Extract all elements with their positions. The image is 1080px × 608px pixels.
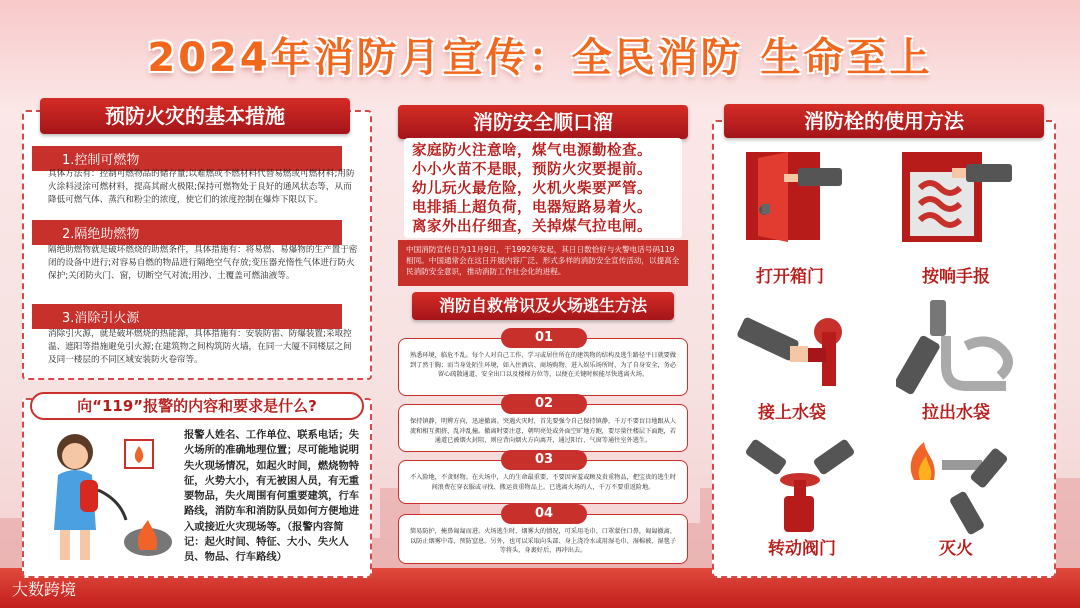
step-text: 保持镇静，明辨方向，迅速撤离。突遇火灾时，首先要强令自己保持镇静，千万不要盲目地跟从人流和相互拥挤、乱冲乱撞。撤离时要注意，朝明亮处或外面空旷地方跑，要尽量往楼层下面跑，若通道已被烟火封阻，则应背向烟火方向离开，通过阳台、气窗等通往室外逃生。	[409, 418, 677, 444]
answer-text: 报警人姓名、工作单位、联系电话；失火场所的准确地理位置；尽可能地说明失火现场情况，如起火时间，燃烧物特征，火势大小，有无被困人员，有无重要物品，失火周围有何重要建筑，行车路线，消防车和消防队员如何方便地进入或接近火灾现场等。（报警内容简记：起火时间、特征、大小、失火人员、物品、行车路线）	[184, 429, 360, 564]
girl-with-extinguisher-illustration	[30, 420, 180, 570]
section-1-text: 具体方法有：控制可燃物品的储存量;以难燃或不燃材料代替易燃或可燃材料;用防火涂料浸涂可燃材料，提高其耐火极限;保持可燃物处于良好的通风状态等，从而降低可燃气体、蒸汽和粉尘的浓度，使它们的浓度控制在爆炸下限以下。	[48, 169, 355, 205]
left-heading-text: 预防火灾的基本措施	[105, 104, 285, 128]
step-open-door-label: 打开箱门	[756, 267, 824, 287]
watermark-text: 大数跨境	[12, 580, 77, 599]
press-alarm-icon	[896, 148, 1016, 248]
watermark	[12, 577, 76, 600]
rhyme-line-5: 离家外出仔细查，关掉煤气拉电闸。	[412, 219, 652, 235]
question-heading	[30, 392, 364, 420]
step-extinguish-label: 灭火	[939, 539, 973, 559]
extinguish-fire-icon	[898, 440, 1028, 540]
right-heading-text: 消防栓的使用方法	[804, 109, 964, 133]
question-heading-text: 向“119”报警的内容和要求是什么?	[77, 397, 317, 415]
escape-step-4	[398, 506, 688, 564]
intro-box	[398, 240, 688, 286]
left-heading	[40, 98, 350, 134]
step-text: 不入险地，不贪财物。在火场中，人的生命最重要，不要因害羞或顾及贵重物品，把宝贵的逃生时间浪费在穿衣服或寻找、搬运贵重物品上。已逃离火场的人，千万不要重返险地。	[409, 474, 677, 491]
rhyme-line-1: 家庭防火注意啥，煤气电源勤检查。	[412, 143, 652, 159]
escape-step-1	[398, 330, 688, 396]
section-2-title-text: 2.隔绝助燃物	[62, 227, 140, 242]
connect-hose-icon	[730, 298, 860, 398]
step-number: 04	[501, 504, 587, 524]
step-turn-valve-label: 转动阀门	[768, 539, 836, 559]
escape-step-2	[398, 396, 688, 452]
rhyme-line-2: 小小火苗不是眼，预防火灾要提前。	[412, 162, 652, 178]
middle-heading-text: 消防安全顺口溜	[473, 110, 613, 134]
step-number: 02	[501, 394, 587, 414]
step-number: 01	[501, 328, 587, 348]
section-2-text: 隔绝助燃物就是破坏燃烧的助燃条件，具体措施有：将易燃、易爆物的生产置于密闭的设备中进行;对容易自燃的物品进行隔绝空气存放;变压器充惰性气体进行防火保护;关闭防火门、窗，切断空气对流;用沙、土覆盖可燃油液等。	[48, 245, 358, 281]
section-3-title-text: 3.消除引火源	[62, 311, 140, 326]
rhyme-line-3: 幼儿玩火最危险，火机火柴要严管。	[412, 181, 652, 197]
section-2-title	[32, 220, 342, 245]
step-text: 熟悉环境，临危不乱。每个人对自己工作、学习或居住所在的建筑物的结构及逃生路径平日就要做到了然于胸；而当身处陌生环境，如入住酒店、商场购物、进入娱乐场所时，为了自身安全，务必留心疏散通道、安全出口以及楼梯方位等，以便在关键时候能尽快逃离火场。	[409, 352, 677, 378]
intro-text: 中国消防宣传日为11月9日，于1992年发起，其日日数恰好与火警电话号码119相同。中国通常会在这日开展内容广泛、形式多样的消防安全宣传活动，以提高全民消防安全意识，推动消防工作社会化的进程。	[406, 245, 680, 276]
open-box-door-icon	[738, 148, 848, 248]
page-title: 2024年消防月宣传：全民消防 生命至上	[147, 35, 933, 81]
escape-heading	[412, 292, 674, 320]
pull-hose-icon	[896, 296, 1026, 396]
rhyme-line-4: 电排插上超负荷，电器短路易着火。	[412, 200, 652, 216]
escape-step-3	[398, 452, 688, 504]
section-1-title-text: 1.控制可燃物	[62, 153, 140, 168]
step-connect-hose-label: 接上水袋	[758, 403, 826, 423]
section-3-title	[32, 304, 342, 329]
step-pull-hose-label: 拉出水袋	[922, 403, 990, 423]
step-number: 03	[501, 450, 587, 470]
step-press-alarm-label: 按响手报	[922, 267, 990, 287]
middle-heading	[398, 105, 688, 139]
turn-valve-icon	[740, 438, 860, 538]
right-heading	[724, 104, 1044, 138]
section-3-text: 消除引火源，就是破坏燃烧的热能源，具体措施有：安装防雷、防爆装置;采取控温、遮阳等措施避免引火源;在建筑物之间构筑防火墙，在同一大厦不同楼层之间及同一楼层的不同区域安装防火卷帘等。	[48, 329, 352, 365]
step-text: 简易防护，掩鼻匍匐而进。火场逃生时，烟雾大的情况，可采用毛巾、口罩蒙住口鼻，匍匐撤离，以防止烟雾中毒、预防窒息。另外，也可以采取向头部、身上浇冷水或用湿毛巾、湿棉被、湿毯子等将头、身裹好后，再冲出去。	[409, 528, 677, 554]
escape-heading-text: 消防自救常识及火场逃生方法	[438, 296, 647, 315]
